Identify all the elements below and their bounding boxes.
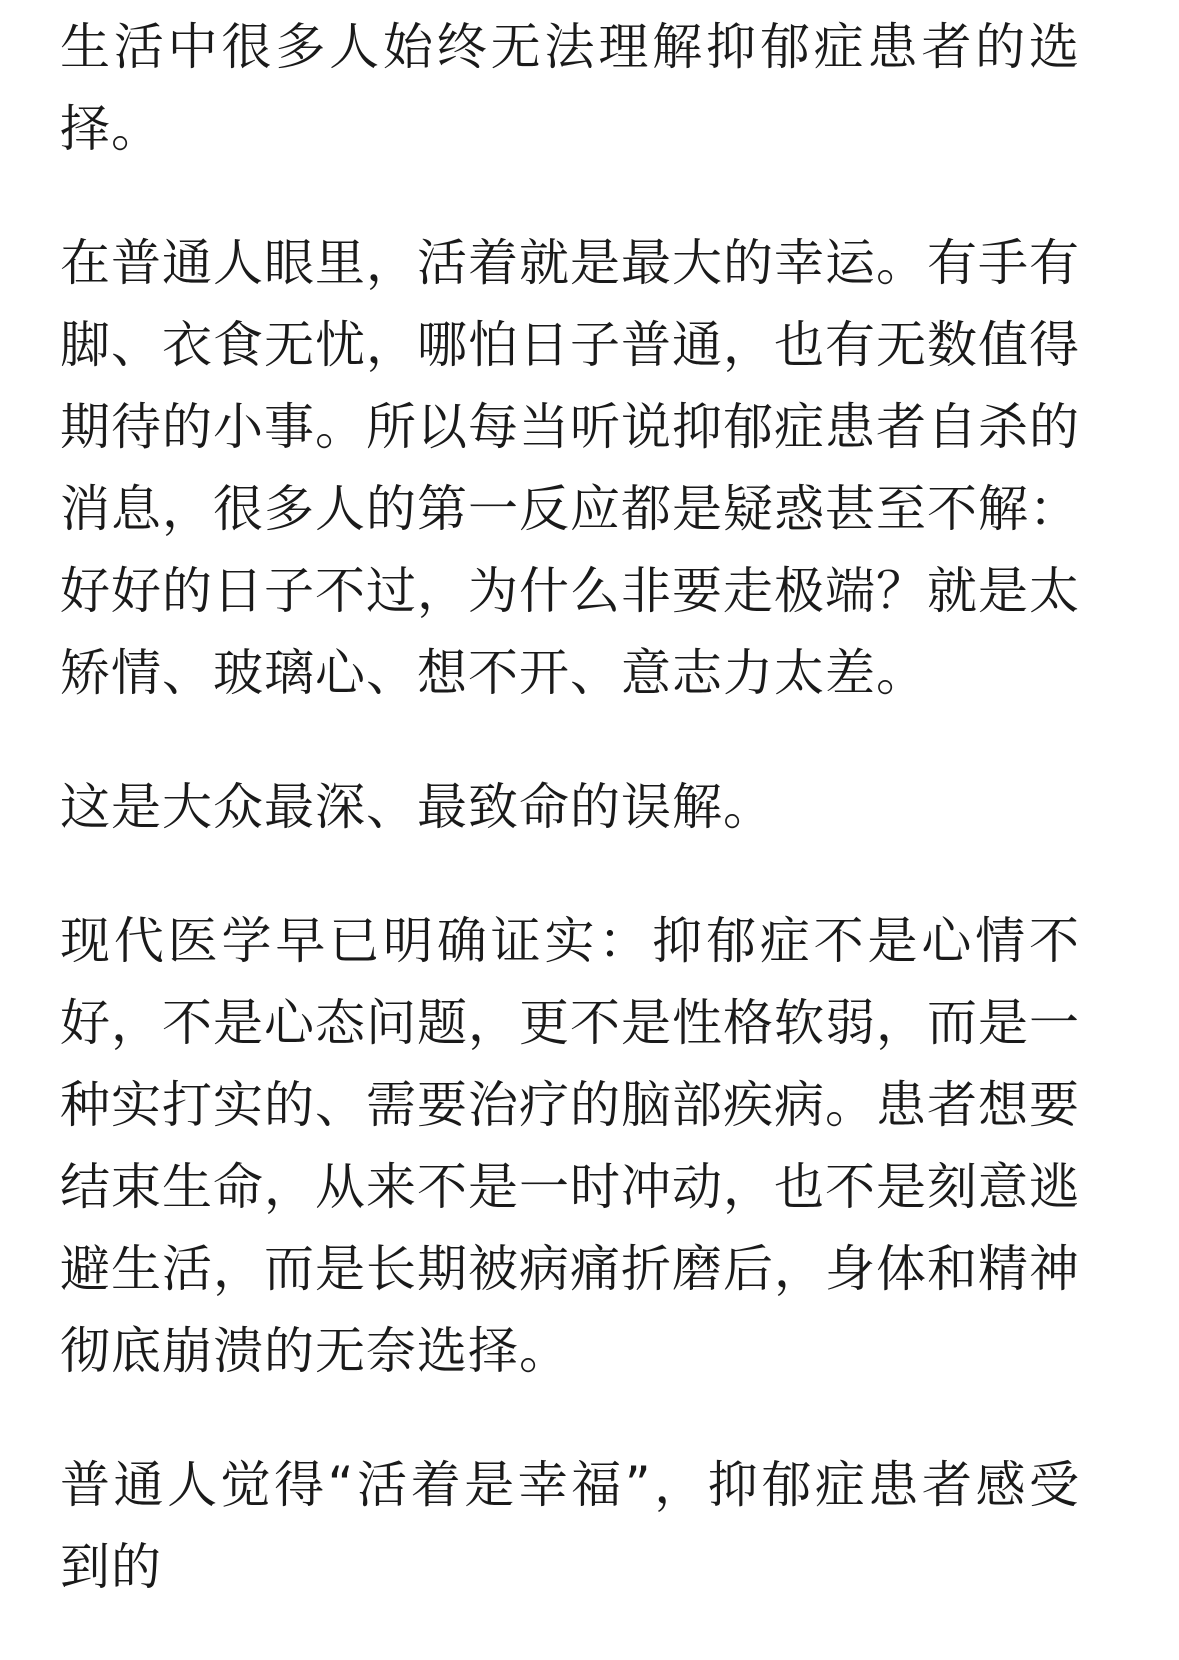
paragraph-5: 普通人觉得“活着是幸福”，抑郁症患者感受到的 (60, 1456, 1080, 1596)
paragraph-3: 这是大众最深、最致命的误解。 (60, 778, 774, 836)
article-body (60, 6, 1080, 1660)
paragraph-4: 现代医学早已明确证实：抑郁症不是心情不好，不是心态问题，更不是性格软弱，而是一种实打实的、需要治疗的脑部疾病。患者想要结束生命，从来不是一时冲动，也不是刻意逃避生活，而是长期被病痛折磨后，身体和精神彻底崩溃的无奈选择。 (60, 912, 1080, 1380)
paragraph-1: 生活中很多人始终无法理解抑郁症患者的选择。 (60, 18, 1080, 158)
paragraph-2: 在普通人眼里，活着就是最大的幸运。有手有脚、衣食无忧，哪怕日子普通，也有无数值得期待的小事。所以每当听说抑郁症患者自杀的消息，很多人的第一反应都是疑惑甚至不解：好好的日子不过，为什么非要走极端？就是太矫情、玻璃心、想不开、意志力太差。 (60, 234, 1080, 702)
